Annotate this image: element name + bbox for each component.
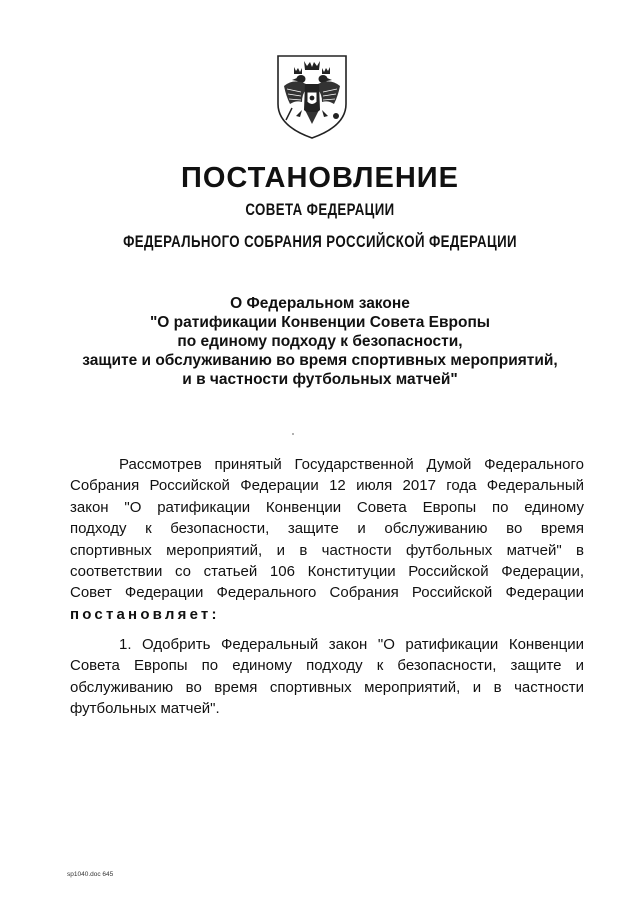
issuer-line-1: СОВЕТА ФЕДЕРАЦИИ: [245, 200, 395, 219]
subject-line: и в частности футбольных матчей": [182, 371, 458, 388]
paragraph-line: спортивных мероприятий, и в частности футбольных матчей" в: [70, 541, 584, 559]
paragraph-line: Рассмотрев принятый Государственной Думой Федерального: [119, 456, 584, 473]
clause-1-paragraph: [70, 634, 584, 720]
preamble-paragraph: [70, 454, 584, 625]
subject-line: О Федеральном законе: [230, 295, 410, 312]
file-code: sp1040.doc 645: [67, 871, 114, 878]
paragraph-line: футбольных матчей".: [70, 700, 220, 718]
paragraph-line: Совет Федерации Федерального Собрания Российской Федерации: [70, 584, 584, 602]
paragraph-line: соответствии со статьей 106 Конституции Российской Федерации,: [70, 563, 584, 581]
paragraph-line: закон "О ратификации Конвенции Совета Европы по единому: [70, 498, 584, 516]
subject-line: защите и обслуживанию во время спортивных мероприятий,: [82, 352, 558, 369]
issuer-line-2: ФЕДЕРАЛЬНОГО СОБРАНИЯ РОССИЙСКОЙ ФЕДЕРАЦИИ: [123, 232, 517, 251]
paragraph-line: Собрания Российской Федерации 12 июля 2017 года Федеральный: [70, 477, 584, 495]
coat-of-arms-icon: [272, 52, 352, 140]
subject-line: "О ратификации Конвенции Совета Европы: [149, 314, 491, 331]
paragraph-line: подходу к безопасности, защите и обслуживанию во время: [70, 520, 584, 538]
paragraph-line: Совета Европы по единому подходу к безопасности, защите и: [70, 657, 584, 675]
document-type-title: ПОСТАНОВЛЕНИЕ: [181, 162, 459, 194]
paragraph-line: обслуживанию во время спортивных мероприятий, и в частности: [70, 678, 584, 696]
resolves-keyword: постановляет:: [70, 605, 220, 623]
scan-speck: [292, 433, 294, 435]
resolution-subject: [40, 294, 600, 389]
paragraph-line: 1. Одобрить Федеральный закон "О ратификации Конвенции: [119, 636, 584, 653]
subject-line: по единому подходу к безопасности,: [177, 333, 463, 350]
